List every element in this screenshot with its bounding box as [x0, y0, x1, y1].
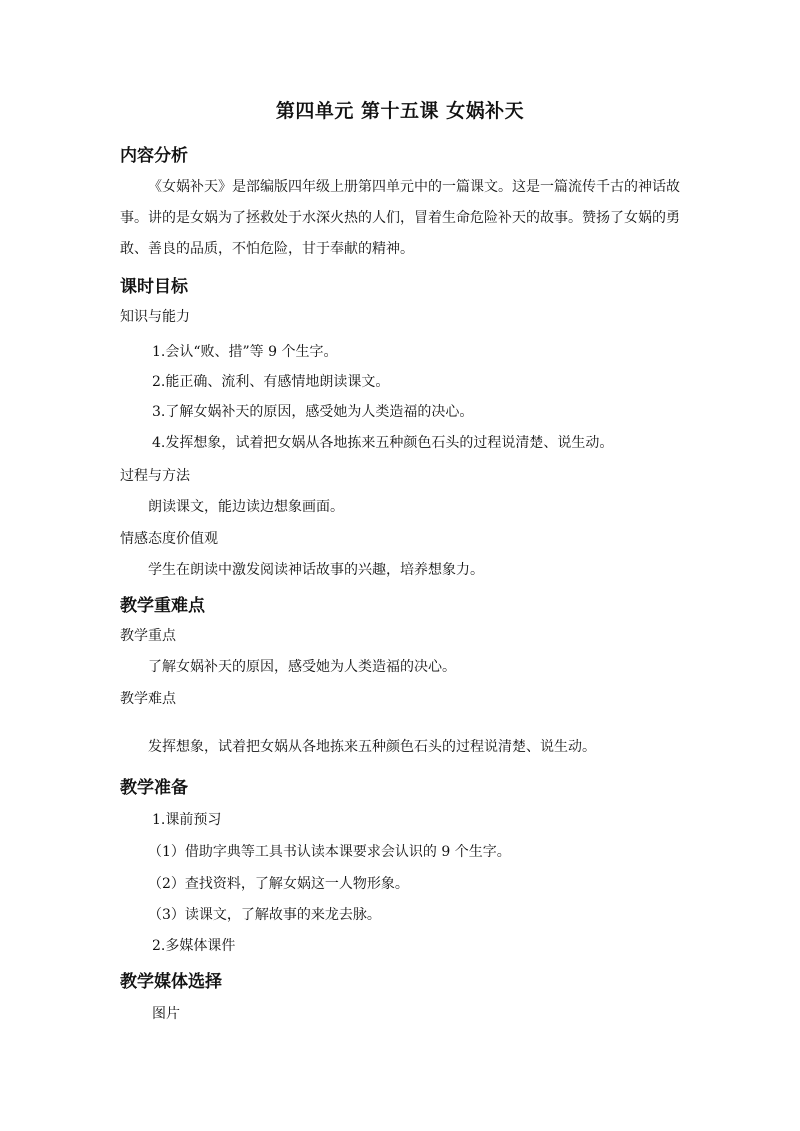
process-text: 朗读课文，能边读边想象画面。: [148, 499, 344, 515]
preparation-item-5: 2.多媒体课件: [152, 938, 236, 954]
knowledge-item-3: 3.了解女娲补天的原因，感受她为人类造福的决心。: [152, 404, 474, 420]
heading-process: 过程与方法: [120, 468, 190, 484]
knowledge-item-1: 1.会认“败、措”等 9 个生字。: [152, 344, 338, 360]
heading-knowledge: 知识与能力: [120, 309, 190, 325]
heading-key-points: 教学重难点: [120, 596, 205, 616]
knowledge-item-2: 2.能正确、流利、有感情地朗读课文。: [152, 374, 390, 390]
emotion-text: 学生在朗读中激发阅读神话故事的兴趣，培养想象力。: [148, 562, 484, 578]
difficulty-text: 发挥想象，试着把女娲从各地拣来五种颜色石头的过程说清楚、说生动。: [148, 739, 596, 755]
heading-difficulty: 教学难点: [120, 691, 176, 707]
preparation-item-2: （1）借助字典等工具书认读本课要求会认识的 9 个生字。: [148, 844, 511, 860]
heading-focus: 教学重点: [120, 628, 176, 644]
document-title: 第四单元 第十五课 女娲补天: [275, 100, 525, 122]
media-text: 图片: [152, 1006, 180, 1022]
content-analysis-paragraph: 《女娲补天》是部编版四年级上册第四单元中的一篇课文。这是一篇流传千古的神话故事。讲的是女娲为了拯救处于水深火热的人们，冒着生命危险补天的故事。赞扬了女娲的勇敢、善良的品质，不怕危险，甘于奉献的精神。: [120, 179, 680, 257]
focus-text: 了解女娲补天的原因，感受她为人类造福的决心。: [148, 659, 456, 675]
preparation-item-3: （2）查找资料，了解女娲这一人物形象。: [148, 876, 409, 892]
heading-media: 教学媒体选择: [120, 972, 222, 992]
heading-content-analysis: 内容分析: [120, 146, 188, 166]
heading-objectives: 课时目标: [120, 277, 188, 297]
heading-emotion: 情感态度价值观: [120, 531, 218, 547]
heading-preparation: 教学准备: [120, 778, 188, 798]
knowledge-item-4: 4.发挥想象，试着把女娲从各地拣来五种颜色石头的过程说清楚、说生动。: [152, 435, 614, 451]
preparation-item-4: （3）读课文，了解故事的来龙去脉。: [148, 907, 381, 923]
preparation-item-1: 1.课前预习: [152, 812, 222, 828]
